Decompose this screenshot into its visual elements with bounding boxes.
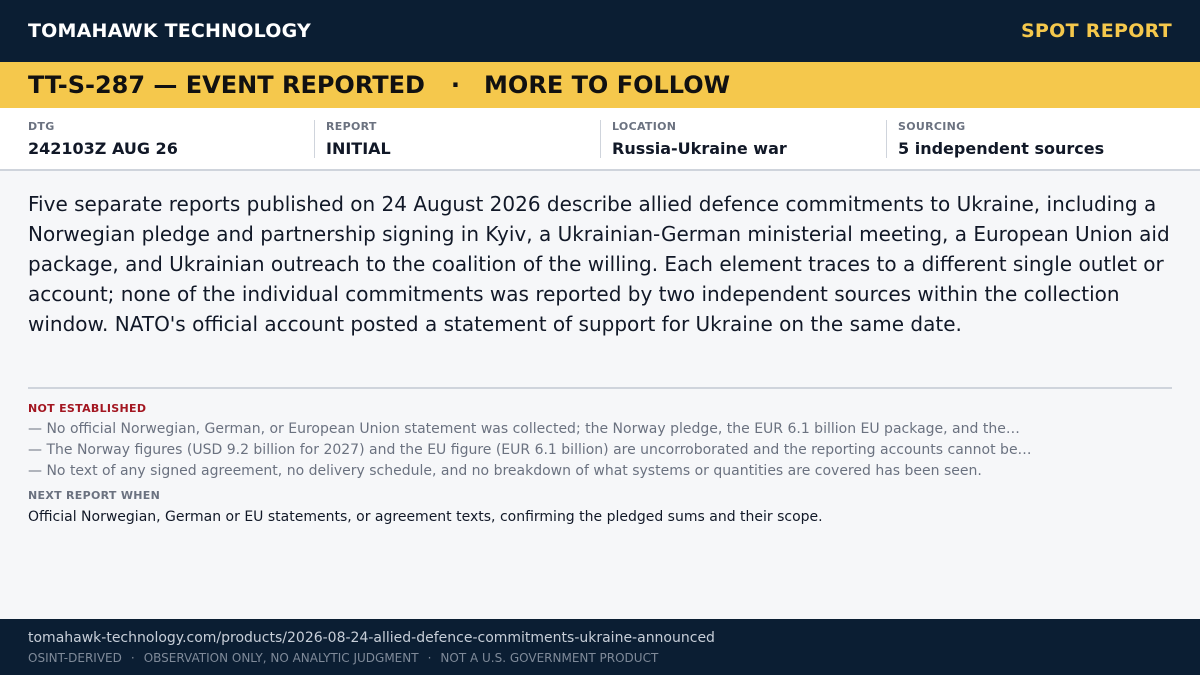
top-bar	[0, 0, 1200, 62]
brand-name: TOMAHAWK TECHNOLOGY	[28, 20, 311, 42]
list-item: — No text of any signed agreement, no delivery schedule, and no breakdown of what systems or quantities are covered has been seen.	[28, 463, 982, 479]
section-divider	[28, 387, 1172, 389]
meta-label: REPORT	[326, 120, 377, 133]
product-url[interactable]: tomahawk-technology.com/products/2026-08-24-allied-defence-commitments-ukraine-announced	[28, 630, 715, 646]
follow-status: MORE TO FOLLOW	[484, 71, 731, 99]
meta-label: LOCATION	[612, 120, 677, 133]
meta-value: 242103Z AUG 26	[28, 139, 178, 158]
next-report-heading: NEXT REPORT WHEN	[28, 489, 161, 502]
not-established-heading: NOT ESTABLISHED	[28, 402, 147, 415]
report-type-label: SPOT REPORT	[1020, 20, 1172, 42]
meta-dtg	[28, 120, 314, 158]
footer	[0, 619, 1200, 675]
not-established-list	[28, 419, 1172, 482]
status-banner	[0, 62, 1200, 108]
meta-label: SOURCING	[898, 120, 966, 133]
list-item: — No official Norwegian, German, or European Union statement was collected; the Norway pledge, the EUR 6.1 billion EU package, and the…	[28, 421, 1020, 437]
footer-tag: NOT A U.S. GOVERNMENT PRODUCT	[440, 651, 659, 665]
footer-tag: OSINT-DERIVED	[28, 651, 122, 665]
meta-location	[600, 120, 886, 158]
meta-value: 5 independent sources	[898, 139, 1105, 158]
footer-tags	[28, 650, 1172, 666]
report-metadata	[0, 108, 1200, 171]
meta-sourcing	[886, 120, 1172, 158]
banner-separator: ·	[450, 71, 461, 99]
next-report-text: Official Norwegian, German or EU statements, or agreement texts, confirming the pledged sums and their scope.	[28, 509, 823, 525]
report-summary: Five separate reports published on 24 August 2026 describe allied defence commitments to Ukraine, including a Norwegian pledge and partnership signing in Kyiv, a Ukrainian-German ministerial meeting, a European Union aid package, and Ukrainian outreach to the coalition of the willing. Each element traces to a different single outlet or account; none of the individual commitments was reported by two independent sources within the collection window. NATO's official account posted a statement of support for Ukraine on the same date.	[28, 192, 1170, 336]
tag-separator: ·	[427, 651, 432, 665]
report-id-status: TT-S-287 — EVENT REPORTED	[28, 71, 425, 99]
meta-label: DTG	[28, 120, 55, 133]
meta-report	[314, 120, 600, 158]
meta-value: Russia-Ukraine war	[612, 139, 787, 158]
list-item: — The Norway figures (USD 9.2 billion for 2027) and the EU figure (EUR 6.1 billion) are uncorroborated and the reporting accounts cannot be…	[28, 442, 1032, 458]
tag-separator: ·	[130, 651, 135, 665]
footer-tag: OBSERVATION ONLY, NO ANALYTIC JUDGMENT	[143, 651, 419, 665]
meta-value: INITIAL	[326, 139, 391, 158]
